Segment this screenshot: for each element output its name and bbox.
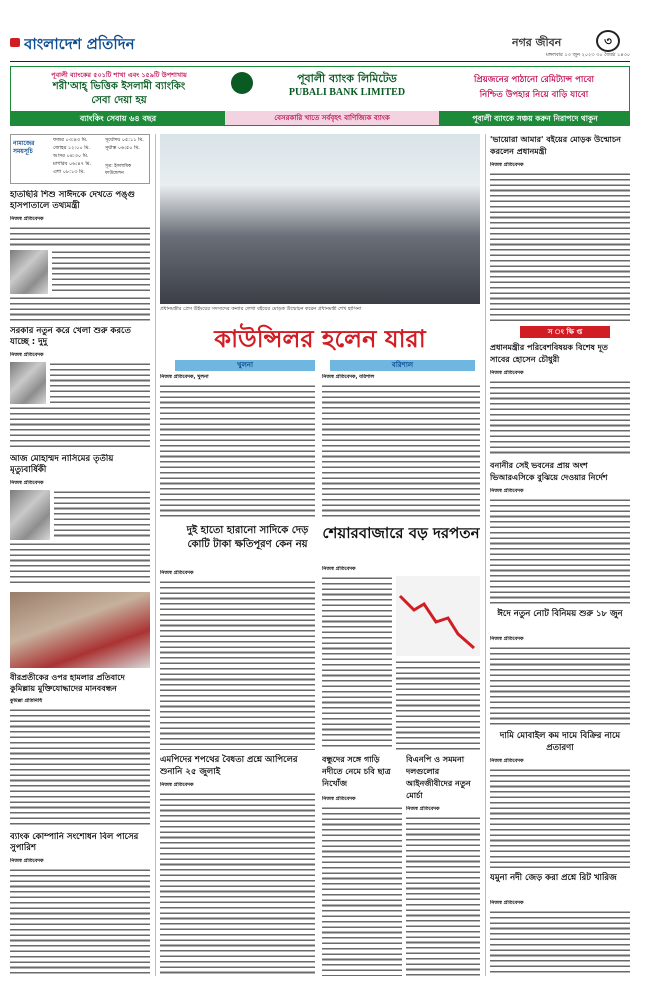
- right1-headline: 'ভায়োরা আমার' বইয়ের মোড়ক উন্মোচন করলেন প্রধানমন্ত্রী: [490, 135, 621, 156]
- left2-body: [10, 406, 150, 450]
- left1-headline: হাতছিরি শিশু সাঈদকে দেখতে পঙ্গু হাসপাতালে তথ্যমন্ত্রী: [10, 190, 135, 211]
- center6-byline: নিজস্ব প্রতিবেদক: [406, 806, 440, 812]
- prayer-times-box: [10, 134, 150, 184]
- advert-right-line1: প্রিয়জনের পাঠানো রেমিট্যান্স পাবো: [474, 75, 594, 85]
- advert-left-band: ব্যাংকিং সেবায় ৬৪ বছর: [11, 111, 225, 126]
- right4-body: [490, 646, 630, 726]
- advert-left-line2: শরী'আহ্‌ ভিত্তিক ইসলামী ব্যাংকিং: [52, 81, 186, 92]
- advert-left-line3: সেবা দেয়া হয়: [91, 95, 147, 106]
- page-number: ৩: [596, 30, 620, 52]
- right3-byline: নিজস্ব প্রতিবেদক: [490, 488, 524, 494]
- prayer-row: আসর ০৪:৩০ মি.: [53, 153, 89, 159]
- prayer-source: সূত্র: ইসলামিক ফাউন্ডেশন: [105, 164, 132, 176]
- share-chart-graphic: [396, 576, 480, 656]
- main-byline-left: নিজস্ব প্রতিবেদক, খুলনা: [160, 374, 209, 380]
- share-chart-svg: [396, 576, 480, 656]
- center5-byline: নিজস্ব প্রতিবেদক: [322, 796, 356, 802]
- left3-body: [10, 542, 150, 586]
- masthead-logo: [10, 38, 20, 47]
- right1-byline: নিজস্ব প্রতিবেদক: [490, 162, 524, 168]
- right5-byline: নিজস্ব প্রতিবেদক: [490, 758, 524, 764]
- prayer-label: নামাজের সময়সূচি: [13, 140, 35, 155]
- center5-body: [322, 806, 402, 976]
- right3-headline: বনানীর সেই ভবনের প্রায় অংশ ভিআরএসিকে বুঝিয়ে দেওয়ার নির্দেশ: [490, 461, 608, 482]
- main-body-right: [322, 384, 480, 520]
- left5-byline: নিজস্ব প্রতিবেদক: [10, 858, 44, 864]
- left4-photo: [10, 592, 150, 668]
- advert-left-line1: পূবালী ব্যাংকের ৫০১টি শাখা এবং ১৫৯টি উপশাখায়: [51, 71, 187, 79]
- center2-headline: দুই হাতো হারানো সাদিকে দেড় কোটি টাকা ক্ষতিপূরণ কেন নয়: [186, 525, 309, 550]
- center3-body: [322, 576, 392, 750]
- date-line: মঙ্গলবার ১৩ জুন ২০২৩ ৩০ জ্যৈষ্ঠ ১৪৩০: [546, 52, 630, 58]
- left5-body: [10, 868, 150, 976]
- right4-headline: ঈদে নতুন নোট বিনিময় শুরু ১৮ জুন: [497, 609, 623, 619]
- sunrise: সূর্যোদয় ০৫:১১ মি.: [105, 137, 144, 143]
- left1-body: [10, 226, 150, 248]
- masthead-rule: [10, 61, 630, 62]
- center3-byline: নিজস্ব প্রতিবেদক: [322, 566, 356, 572]
- right2-body: [490, 380, 630, 456]
- center3-headline: শেয়ারবাজারে বড় দরপতন: [322, 524, 480, 542]
- section-label: নগর জীবন: [512, 36, 562, 49]
- right3-body: [490, 498, 630, 604]
- right5-headline: দামি মোবাইল কম দামে বিক্রির নামে প্রতারণা: [499, 731, 621, 753]
- center4-headline: এমপিদের শপথের বৈধতা প্রশ্নে আপিলের শুনানি ২৫ জুলাই: [160, 755, 298, 777]
- right1-body: [490, 172, 630, 322]
- prayer-row: জোহর ১২:০০ মি.: [53, 145, 90, 151]
- column-divider: [485, 134, 486, 976]
- left1-byline: নিজস্ব প্রতিবেদক: [10, 216, 44, 222]
- right5-body: [490, 768, 630, 868]
- sunset: সূর্যাস্ত ০৬:৫০ মি.: [105, 145, 140, 151]
- center2-byline: নিজস্ব প্রতিবেদক: [160, 570, 194, 576]
- tab-barishal: বরিশাল: [330, 360, 475, 371]
- left4-headline: বীরপ্রতীকের ওপর হামলার প্রতিবাদে কুমিল্লায় মুক্তিযোদ্ধাদের মানববন্ধন: [10, 673, 125, 693]
- center2-body: [160, 580, 315, 750]
- advert-center-en: PUBALI BANK LIMITED: [288, 87, 406, 98]
- right6-body: [490, 910, 630, 976]
- column-divider: [155, 134, 156, 976]
- advert-banner: [10, 66, 630, 126]
- center3-body: [396, 660, 480, 750]
- advert-right-line2: নিশ্চিত উপহার নিয়ে বাড়ি যাবো: [479, 90, 589, 100]
- main-photo: [160, 134, 480, 304]
- masthead: [0, 0, 650, 62]
- main-headline: কাউন্সিলর হলেন যারা: [214, 325, 426, 353]
- left2-photo: [10, 362, 46, 404]
- advert-center-band: বেসরকারি খাতে সর্ববৃহৎ বাণিজ্যিক ব্যাংক: [225, 111, 439, 126]
- left2-byline: নিজস্ব প্রতিবেদক: [10, 352, 44, 358]
- left2-body: [50, 362, 150, 404]
- right6-byline: নিজস্ব প্রতিবেদক: [490, 900, 524, 906]
- center6-body: [406, 816, 480, 976]
- left1-body: [52, 250, 150, 294]
- left2-headline: সরকার নতুন করে খেলা শুরু করতে যাচ্ছে : দুদু: [10, 326, 131, 347]
- left3-body: [54, 490, 150, 540]
- main-photo-caption: প্রধানমন্ত্রীর প্রেস উইংয়ের সদস্যদের কন্যার লেখা বইয়ের মোড়ক উন্মোচন করেন প্রধানমন্ত্রী শেখ হাসিনা: [160, 306, 362, 312]
- briefs-badge: স ং ক্ষি প্ত: [520, 326, 610, 338]
- left4-body: [10, 708, 150, 828]
- left1-body: [10, 296, 150, 322]
- center5-headline: বন্ধুদের সঙ্গে গাড়ি নদীতে নেমে চবি ছাত্র নিখোঁজ: [322, 755, 391, 788]
- prayer-row: মাগরিব ০৬:৪৭ মি.: [53, 161, 92, 167]
- left4-byline: কুমিল্লা প্রতিনিধি: [10, 698, 43, 704]
- tab-khulna: খুলনা: [175, 360, 315, 371]
- advert-right-band: পূবালী ব্যাংকে সঞ্চয় করুন নিরাপদে থাকুন: [439, 111, 630, 126]
- left5-headline: ব্যাংক কোম্পানি সংশোধন বিল পাসের সুপারিশ: [10, 832, 139, 853]
- prayer-row: এশা ০৮:১৩ মি.: [53, 169, 85, 175]
- main-byline-right: নিজস্ব প্রতিবেদক, বরিশাল: [322, 374, 375, 380]
- prayer-row: ফজর ০৩:৪৩ মি.: [53, 137, 88, 143]
- advert-center-bn: পূবালী ব্যাংক লিমিটেড: [297, 72, 397, 85]
- left3-byline: নিজস্ব প্রতিবেদক: [10, 480, 44, 486]
- right2-headline: প্রধানমন্ত্রীর পরিবেশবিষয়ক বিশেষ দূত সাবের হোসেন চৌধুরী: [490, 343, 608, 364]
- main-body-left: [160, 384, 315, 520]
- right4-byline: নিজস্ব প্রতিবেদক: [490, 636, 524, 642]
- right6-headline: যমুনা নদী জেড় করা প্রশ্নে রিট খারিজ: [490, 873, 617, 883]
- center4-byline: নিজস্ব প্রতিবেদক: [160, 782, 194, 788]
- left1-photo: [10, 250, 48, 294]
- masthead-logo-text: বাংলাদেশ প্রতিদিন: [24, 35, 135, 53]
- left3-photo: [10, 490, 50, 540]
- right2-byline: নিজস্ব প্রতিবেদক: [490, 370, 524, 376]
- left3-headline: আজ মোহাম্মদ নাসিমের তৃতীয় মৃত্যুবার্ষিকী: [10, 454, 114, 475]
- center4-body: [160, 792, 315, 976]
- bank-logo: [231, 72, 253, 94]
- center6-headline: বিএনপি ও সমমনা দলগুলোর আইনজীবীদের নতুন মোর্চা: [406, 755, 471, 800]
